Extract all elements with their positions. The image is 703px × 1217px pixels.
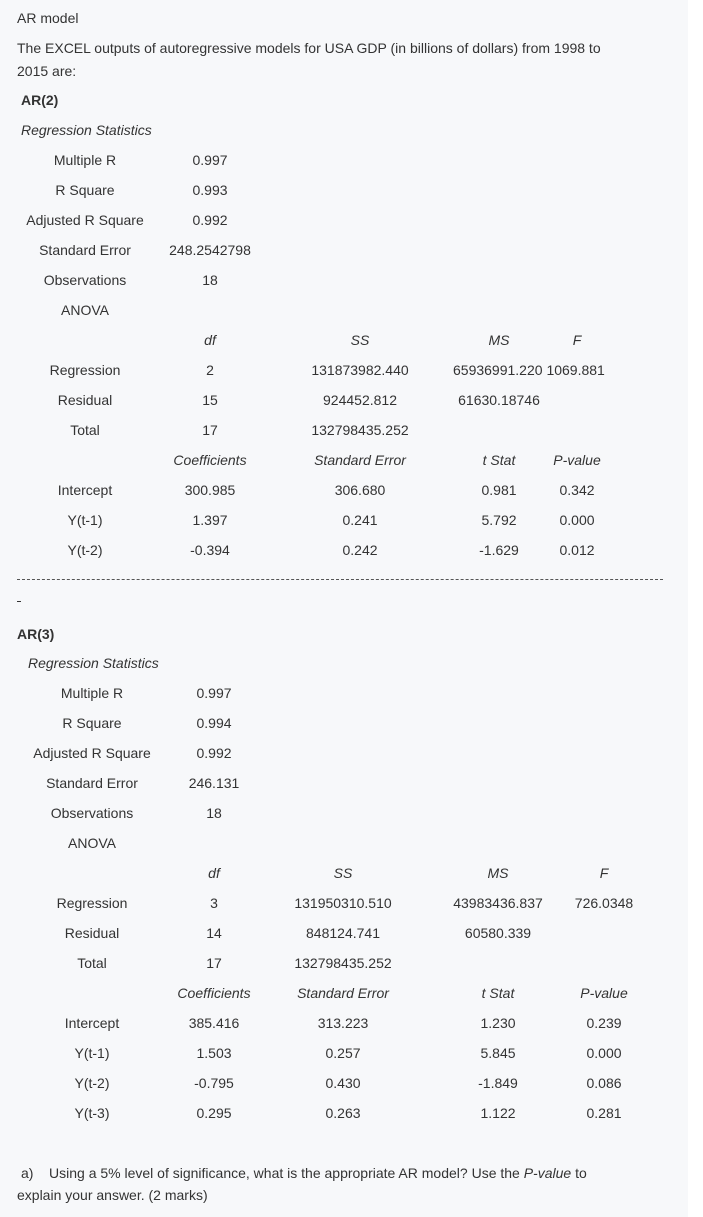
ar2-regression-statistics-label: Regression Statistics xyxy=(21,122,152,138)
ar2-anova-ms: 65936991.220 xyxy=(453,362,543,378)
ar2-coef-header-standard-error: Standard Error xyxy=(314,452,406,468)
ar3-coef-header-coefficients: Coefficients xyxy=(177,985,251,1001)
divider-mark xyxy=(17,601,21,602)
ar3-stat-value: 18 xyxy=(206,805,222,821)
ar2-coef-header-coefficients: Coefficients xyxy=(173,452,247,468)
ar3-coef-se: 0.263 xyxy=(325,1105,361,1121)
ar2-coef-t: -1.629 xyxy=(479,542,519,558)
ar2-coef-p: 0.012 xyxy=(559,542,595,558)
ar3-coef-row-label: Intercept xyxy=(64,1015,120,1031)
ar3-stat-label: R Square xyxy=(62,715,122,731)
ar2-heading: AR(2) xyxy=(21,92,59,108)
ar3-coef-header-t-stat: t Stat xyxy=(481,985,515,1001)
ar2-anova-row-label: Total xyxy=(70,422,100,438)
ar3-coef-value: 1.503 xyxy=(196,1045,232,1061)
ar2-stat-value: 0.997 xyxy=(192,152,228,168)
ar3-coef-header-p-value: P-value xyxy=(580,985,628,1001)
ar2-coef-row-label: Y(t-1) xyxy=(67,512,103,528)
ar2-stat-label: Observations xyxy=(43,272,127,288)
ar2-coef-header-p-value: P-value xyxy=(553,452,601,468)
ar3-stat-label: Observations xyxy=(50,805,134,821)
ar2-coef-se: 306.680 xyxy=(334,482,386,498)
intro-line-2: 2015 are: xyxy=(17,63,77,79)
ar2-coef-p: 0.000 xyxy=(559,512,595,528)
ar3-anova-df: 3 xyxy=(210,895,218,911)
ar3-anova-ss: 131950310.510 xyxy=(294,895,392,911)
ar2-stat-label: Adjusted R Square xyxy=(26,212,144,228)
ar2-stat-value: 18 xyxy=(202,272,218,288)
ar3-anova-label: ANOVA xyxy=(68,835,116,851)
ar2-anova-df: 15 xyxy=(202,392,218,408)
ar2-coef-value: 300.985 xyxy=(184,482,236,498)
ar2-anova-df: 2 xyxy=(206,362,214,378)
ar2-stat-label: R Square xyxy=(55,182,115,198)
section-divider xyxy=(17,579,663,580)
question-line-2: explain your answer. (2 marks) xyxy=(17,1187,208,1203)
ar3-anova-header-f: F xyxy=(599,865,609,881)
ar2-coef-header-t-stat: t Stat xyxy=(482,452,516,468)
ar3-anova-df: 17 xyxy=(206,955,222,971)
ar3-coef-p: 0.281 xyxy=(586,1105,622,1121)
ar3-anova-header-df: df xyxy=(208,865,220,881)
question-emphasis: P-value xyxy=(523,1165,572,1181)
ar3-coef-p: 0.086 xyxy=(586,1075,622,1091)
ar2-anova-header-df: df xyxy=(204,332,216,348)
ar2-coef-row-label: Y(t-2) xyxy=(67,542,103,558)
ar3-anova-df: 14 xyxy=(206,925,222,941)
ar3-anova-header-ms: MS xyxy=(487,865,509,881)
ar2-coef-t: 5.792 xyxy=(481,512,517,528)
intro-line-1: The EXCEL outputs of autoregressive models for USA GDP (in billions of dollars) from 1998 to xyxy=(17,40,601,56)
question-number: a) xyxy=(21,1165,34,1181)
ar2-coef-value: -0.394 xyxy=(190,542,230,558)
ar2-stat-value: 0.992 xyxy=(192,212,228,228)
ar3-anova-ss: 132798435.252 xyxy=(294,955,392,971)
ar3-anova-row-label: Total xyxy=(77,955,107,971)
ar3-coef-row-label: Y(t-1) xyxy=(74,1045,110,1061)
question-text-end: to xyxy=(571,1165,587,1181)
ar3-coef-value: -0.795 xyxy=(194,1075,234,1091)
ar3-stat-value: 0.994 xyxy=(196,715,232,731)
question-line-1 xyxy=(21,1165,587,1181)
ar3-coef-t: 1.122 xyxy=(480,1105,516,1121)
ar3-anova-row-label: Regression xyxy=(56,895,128,911)
ar2-anova-header-ss: SS xyxy=(350,332,370,348)
ar2-stat-value: 248.2542798 xyxy=(169,242,251,258)
ar2-coef-t: 0.981 xyxy=(481,482,517,498)
ar3-coef-value: 385.416 xyxy=(188,1015,240,1031)
ar3-coef-se: 313.223 xyxy=(317,1015,369,1031)
ar2-anova-f: 1069.881 xyxy=(546,362,605,378)
ar3-anova-f: 726.0348 xyxy=(574,895,634,911)
ar3-stat-value: 0.997 xyxy=(196,685,232,701)
ar3-anova-ms: 43983436.837 xyxy=(453,895,543,911)
ar2-stat-label: Multiple R xyxy=(53,152,117,168)
ar3-coef-p: 0.000 xyxy=(586,1045,622,1061)
ar2-anova-ms: 61630.18746 xyxy=(458,392,540,408)
ar2-stat-value: 0.993 xyxy=(192,182,228,198)
ar3-coef-t: -1.849 xyxy=(478,1075,518,1091)
ar2-coef-se: 0.242 xyxy=(342,542,378,558)
ar3-coef-t: 1.230 xyxy=(480,1015,516,1031)
ar3-stat-value: 0.992 xyxy=(196,745,232,761)
ar3-stat-label: Standard Error xyxy=(46,775,138,791)
ar3-anova-row-label: Residual xyxy=(64,925,120,941)
ar2-anova-ss: 924452.812 xyxy=(323,392,397,408)
ar3-coef-row-label: Y(t-2) xyxy=(74,1075,110,1091)
ar3-coef-t: 5.845 xyxy=(480,1045,516,1061)
ar3-stat-value: 246.131 xyxy=(188,775,240,791)
ar2-anova-df: 17 xyxy=(202,422,218,438)
ar2-coef-se: 0.241 xyxy=(342,512,378,528)
ar2-coef-row-label: Intercept xyxy=(57,482,113,498)
ar3-stat-label: Adjusted R Square xyxy=(33,745,151,761)
ar3-coef-row-label: Y(t-3) xyxy=(74,1105,110,1121)
ar3-coef-se: 0.430 xyxy=(325,1075,361,1091)
ar2-anova-header-f: F xyxy=(572,332,582,348)
ar3-coef-value: 0.295 xyxy=(196,1105,232,1121)
ar3-heading: AR(3) xyxy=(17,626,55,642)
ar3-anova-ms: 60580.339 xyxy=(464,925,532,941)
ar2-anova-row-label: Residual xyxy=(57,392,113,408)
ar3-regression-statistics-label: Regression Statistics xyxy=(28,655,159,671)
ar2-anova-ms-f xyxy=(453,362,605,378)
ar3-coef-se: 0.257 xyxy=(325,1045,361,1061)
ar3-anova-ss: 848124.741 xyxy=(306,925,380,941)
ar2-anova-row-label: Regression xyxy=(49,362,121,378)
ar2-coef-p: 0.342 xyxy=(559,482,595,498)
ar2-anova-ss: 132798435.252 xyxy=(311,422,409,438)
ar2-anova-header-ms: MS xyxy=(488,332,510,348)
ar3-stat-label: Multiple R xyxy=(60,685,124,701)
question-text: Using a 5% level of significance, what is the appropriate AR model? Use the xyxy=(49,1165,524,1181)
doc-title: AR model xyxy=(17,10,79,26)
ar3-anova-header-ss: SS xyxy=(333,865,353,881)
ar2-anova-ss: 131873982.440 xyxy=(311,362,409,378)
ar3-coef-p: 0.239 xyxy=(586,1015,622,1031)
ar2-anova-label: ANOVA xyxy=(61,302,109,318)
ar2-stat-label: Standard Error xyxy=(39,242,131,258)
ar3-coef-header-standard-error: Standard Error xyxy=(297,985,389,1001)
ar2-coef-value: 1.397 xyxy=(192,512,228,528)
